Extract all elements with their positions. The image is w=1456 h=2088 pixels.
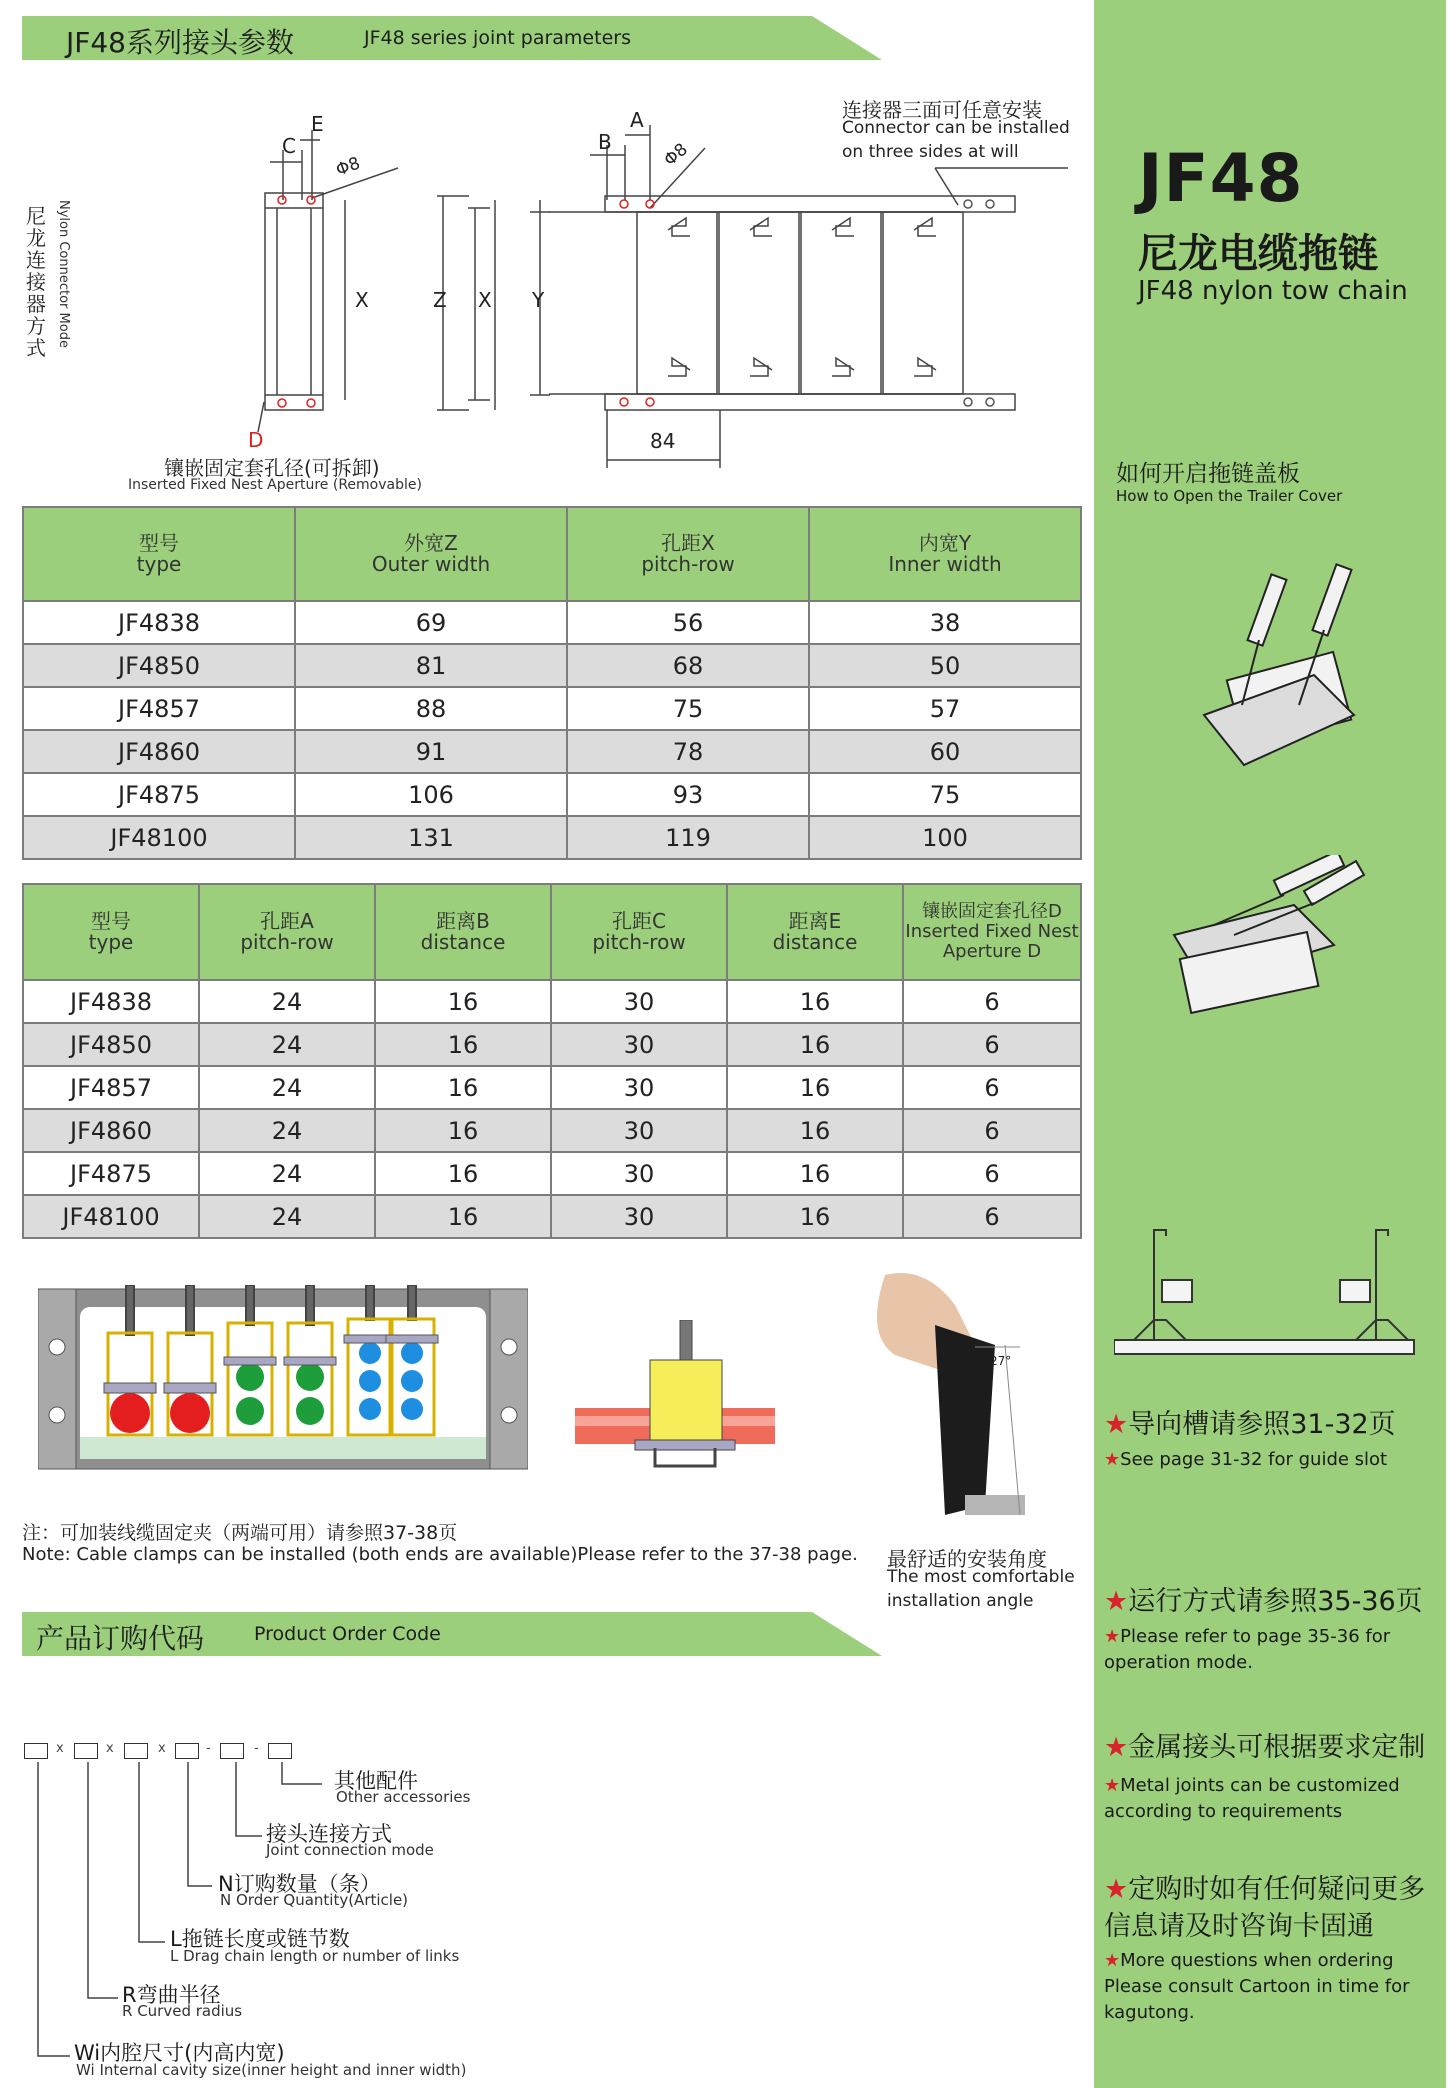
table-cell: 75 [567,687,809,730]
section-title-en: JF48 series joint parameters [364,27,631,49]
connector-note-en-1: Connector can be installed [842,118,1070,138]
section-banner-order-code [22,1612,882,1656]
table-cell: JF4875 [23,1152,199,1195]
table-header-cell [23,884,199,980]
table-cell: 30 [551,980,727,1023]
order-item-cn: 其他配件 [334,1769,418,1793]
angle-caption-en-1: The most comfortable [887,1567,1075,1587]
sidebar-note-4-en [1104,1948,1444,2026]
table-row [23,730,1081,773]
note-text: See page 31-32 for guide slot [1120,1449,1388,1470]
header-cn: 孔距C [612,909,666,933]
star-icon: ★ [1104,1950,1121,1971]
table-row [23,1109,1081,1152]
header-en: distance [772,930,858,954]
table-header-cell [551,884,727,980]
code-separator: x [106,1741,114,1756]
product-name-cn: 尼龙电缆拖链 [1138,230,1378,277]
table-cell: 6 [903,1152,1081,1195]
table-cell: 69 [295,601,567,644]
table-cell: 16 [727,1023,903,1066]
table-cell: JF48100 [23,1195,199,1238]
header-cn: 孔距A [260,909,314,933]
table-cell: 16 [375,1023,551,1066]
cable-clamp-illustration [38,1285,528,1475]
header-en: pitch-row [592,930,686,954]
order-item-cn: N订购数量（条） [218,1872,381,1896]
table-cell: 100 [809,816,1081,859]
header-en: pitch-row [641,552,735,576]
table-cell: 24 [199,1109,375,1152]
table-row [23,1152,1081,1195]
header-cn: 距离E [788,909,842,933]
star-icon: ★ [1104,1626,1121,1647]
guide-slot-bracket-illustration [1114,1210,1434,1370]
order-item-cn: 接头连接方式 [266,1822,392,1846]
header-en: pitch-row [240,930,334,954]
angle-value-label: 27° [990,1354,1012,1368]
table-cell: JF4860 [23,730,295,773]
order-item-en: Joint connection mode [266,1841,434,1859]
product-sidebar [1094,0,1446,2088]
table-header-row [23,507,1081,601]
header-en: Outer width [371,552,491,576]
table-header-cell [809,507,1081,601]
dimension-table-2 [22,883,1082,1239]
code-separator: x [56,1741,64,1756]
order-item-cn: R弯曲半径 [122,1983,221,2007]
header-cn: 距离B [436,909,490,933]
product-name-en: JF48 nylon tow chain [1138,276,1408,306]
table-cell: 91 [295,730,567,773]
table-cell: 88 [295,687,567,730]
table-cell: JF4838 [23,980,199,1023]
dim-label-x-left: X [355,288,369,312]
note-text: 金属接头可根据要求定制 [1128,1732,1426,1763]
table-row [23,773,1081,816]
code-separator: - [206,1741,211,1756]
table-cell: 16 [375,1109,551,1152]
table-header-row [23,884,1081,980]
table-cell: 16 [375,1152,551,1195]
dim-label-phi-right: Φ8 [660,139,692,171]
clamp-detail-illustration [575,1320,775,1470]
angle-caption-cn: 最舒适的安装角度 [887,1547,1047,1571]
note-text: 运行方式请参照35-36页 [1128,1586,1423,1617]
table-cell: 24 [199,1066,375,1109]
header-en: type [136,552,182,576]
table-cell: 24 [199,1023,375,1066]
table-cell: 131 [295,816,567,859]
table-header-cell [727,884,903,980]
header-cn: 型号 [139,531,179,555]
table-cell: JF4850 [23,644,295,687]
dim-label-phi-left: Φ8 [333,153,363,181]
table-cell: 38 [809,601,1081,644]
sidebar-note-3-en [1104,1773,1444,1825]
header-en: Inner width [888,552,1002,576]
nest-aperture-cn: 镶嵌固定套孔径(可拆卸) [164,456,380,480]
code-separator: - [254,1741,259,1756]
installation-angle-photo [845,1265,1035,1525]
order-item-en: Wi Internal cavity size(inner height and inner width) [76,2061,467,2079]
connector-note-en-2: on three sides at will [842,142,1019,162]
table-cell: 16 [375,1195,551,1238]
table-cell: 6 [903,1109,1081,1152]
connector-note-cn: 连接器三面可任意安装 [842,98,1042,122]
table-cell: 75 [809,773,1081,816]
table-cell: 16 [375,1066,551,1109]
dim-label-b: B [598,130,612,154]
order-item-en: L Drag chain length or number of links [170,1947,460,1965]
header-cn: 内宽Y [918,531,972,555]
vertical-side-label: 尼龙连接器方式 [26,204,46,360]
screwdriver-opening-illustration-1 [1164,555,1364,825]
table-cell: JF4875 [23,773,295,816]
table-cell: 78 [567,730,809,773]
table-row [23,1195,1081,1238]
table-cell: JF4857 [23,687,295,730]
table-cell: 6 [903,1066,1081,1109]
table-cell: 119 [567,816,809,859]
table-row [23,1066,1081,1109]
sidebar-note-4-cn [1104,1871,1444,1945]
order-title-cn: 产品订购代码 [36,1622,205,1655]
table-cell: 30 [551,1152,727,1195]
order-item-en: N Order Quantity(Article) [220,1891,409,1909]
table-row [23,601,1081,644]
sidebar-note-3-cn [1104,1729,1444,1766]
header-en: type [88,930,134,954]
section-title-cn: JF48系列接头参数 [66,26,294,59]
dimension-table-1 [22,506,1082,860]
sidebar-note-1-cn [1104,1406,1444,1443]
table-cell: 24 [199,980,375,1023]
table-row [23,644,1081,687]
table-cell: JF4850 [23,1023,199,1066]
table-cell: 16 [727,1109,903,1152]
table-row [23,980,1081,1023]
table-row [23,687,1081,730]
joint-technical-drawing [0,0,1090,500]
header-cn: 镶嵌固定套孔径D [922,901,1062,922]
open-cover-title-en: How to Open the Trailer Cover [1116,487,1343,505]
table-row [23,816,1081,859]
header-cn: 型号 [91,909,131,933]
note-text: 定购时如有任何疑问更多信息请及时咨询卡固通 [1104,1874,1426,1942]
header-cn: 孔距X [661,531,715,555]
table-cell: 30 [551,1066,727,1109]
table-cell: 16 [375,980,551,1023]
note-text: 导向槽请参照31-32页 [1128,1409,1396,1440]
table-cell: JF4838 [23,601,295,644]
nest-aperture-en: Inserted Fixed Nest Aperture (Removable) [128,477,422,493]
dim-label-y: Y [532,288,545,312]
table-cell: 24 [199,1152,375,1195]
dim-label-x: X [478,288,492,312]
open-cover-title-cn: 如何开启拖链盖板 [1116,461,1300,487]
table-header-cell [903,884,1081,980]
dim-label-84: 84 [650,429,676,453]
table-cell: 81 [295,644,567,687]
order-title-en: Product Order Code [254,1623,441,1645]
header-en: Inserted Fixed Nest Aperture D [905,921,1079,962]
sidebar-note-2-cn [1104,1583,1444,1620]
vertical-side-label-en: Nylon Connector Mode [56,200,71,348]
table-header-cell [375,884,551,980]
note-text: Metal joints can be customized according to requirements [1104,1775,1400,1822]
table-row [23,1023,1081,1066]
star-icon: ★ [1104,1874,1129,1905]
table-cell: JF4857 [23,1066,199,1109]
angle-caption-en-2: installation angle [887,1591,1034,1611]
note-text: Please refer to page 35-36 for operation mode. [1104,1626,1391,1673]
sidebar-note-2-en [1104,1624,1444,1676]
table-cell: 30 [551,1195,727,1238]
header-en: distance [420,930,506,954]
table-cell: 68 [567,644,809,687]
dim-label-z: Z [433,288,447,312]
order-item-cn: L拖链长度或链节数 [170,1927,350,1951]
table-cell: 6 [903,1195,1081,1238]
dim-label-e: E [311,112,324,136]
screwdriver-opening-illustration-2 [1154,855,1374,1035]
table-cell: JF48100 [23,816,295,859]
table-cell: 30 [551,1109,727,1152]
table-cell: 106 [295,773,567,816]
table-cell: 16 [727,980,903,1023]
table-cell: JF4860 [23,1109,199,1152]
model-title: JF48 [1138,140,1304,217]
table-header-cell [23,507,295,601]
clamp-note-en: Note: Cable clamps can be installed (both ends are available)Please refer to the 37-38 page. [22,1544,858,1565]
code-separator: x [158,1741,166,1756]
table-header-cell [199,884,375,980]
table-header-cell [295,507,567,601]
table-cell: 6 [903,980,1081,1023]
table-cell: 93 [567,773,809,816]
table-header-cell [567,507,809,601]
star-icon: ★ [1104,1775,1121,1796]
table-cell: 16 [727,1152,903,1195]
table-cell: 57 [809,687,1081,730]
table-cell: 16 [727,1066,903,1109]
order-item-cn: Wi内腔尺寸(内高内宽) [74,2041,285,2065]
note-text: More questions when ordering Please consult Cartoon in time for kagutong. [1104,1950,1410,2023]
table-cell: 30 [551,1023,727,1066]
star-icon: ★ [1104,1732,1129,1763]
sidebar-note-1-en [1104,1447,1444,1473]
table-cell: 60 [809,730,1081,773]
table-cell: 24 [199,1195,375,1238]
table-cell: 6 [903,1023,1081,1066]
star-icon: ★ [1104,1586,1129,1617]
dim-label-d: D [248,428,264,452]
order-item-en: R Curved radius [122,2002,243,2020]
clamp-note-cn: 注：可加装线缆固定夹（两端可用）请参照37-38页 [22,1522,458,1544]
table-cell: 16 [727,1195,903,1238]
star-icon: ★ [1104,1409,1129,1440]
dim-label-c: C [282,134,296,158]
table-cell: 56 [567,601,809,644]
table-cell: 50 [809,644,1081,687]
star-icon: ★ [1104,1449,1121,1470]
header-cn: 外宽Z [404,531,458,555]
order-item-en: Other accessories [336,1788,471,1806]
dim-label-a: A [630,108,644,132]
